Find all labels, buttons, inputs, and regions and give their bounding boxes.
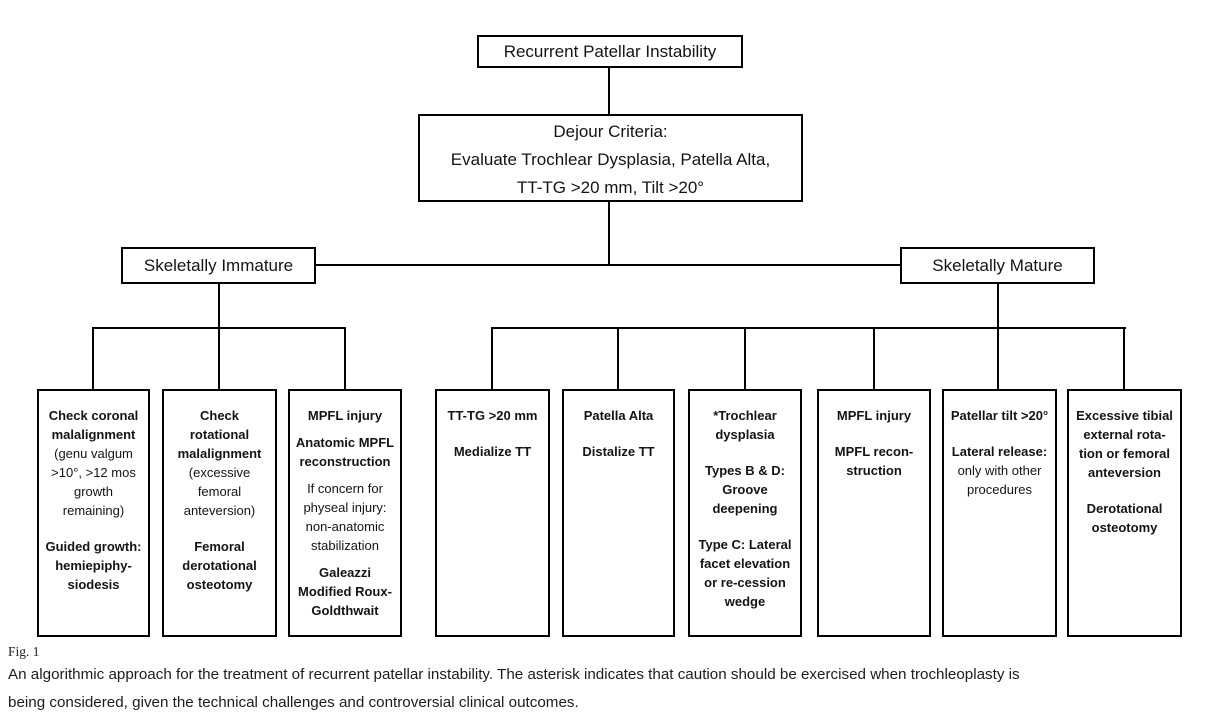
box-title: Check rotational malalignment — [177, 408, 262, 461]
box-treatment: Lateral release: — [951, 444, 1048, 459]
connector-stub-tibial — [1123, 327, 1125, 389]
box-title: Excessive tibial external rota-tion or femoral anteversion — [1076, 408, 1173, 480]
box-title: Check coronal malalignment — [48, 408, 139, 442]
box-treatment: Guided growth: hemiepiphy-siodesis — [45, 539, 142, 592]
box-treatment: Anatomic MPFL reconstruction — [295, 435, 395, 469]
caption-line-1: An algorithmic approach for the treatment of recurrent patellar instability. The asterisk indicates that caution should be exercised when trochleoplasty is — [8, 666, 1020, 683]
criteria-line-2: Evaluate Trochlear Dysplasia, Patella Alta, — [450, 150, 771, 169]
box-title: TT-TG >20 mm — [447, 408, 538, 423]
box-tttg — [435, 389, 550, 637]
box-mpfl-injury-mature — [817, 389, 931, 637]
immature-label: Skeletally Immature — [143, 255, 294, 275]
caption-line-2: being considered, given the technical challenges and controversial clinical outcomes. — [8, 694, 579, 711]
box-alternative: Galeazzi Modified Roux-Goldthwait — [298, 565, 392, 618]
criteria-line-1: Dejour Criteria: — [553, 122, 668, 141]
box-treatment-bd: Types B & D: Groove deepening — [705, 463, 785, 516]
connector-stub-coronal — [92, 327, 94, 389]
box-detail: (genu valgum >10°, >12 mos growth remaining) — [51, 446, 136, 518]
criteria-line-3: TT-TG >20 mm, Tilt >20° — [516, 178, 705, 197]
figure-label: Fig. 1 — [8, 644, 40, 659]
box-treatment: Femoral derotational osteotomy — [182, 539, 257, 592]
connector-branch-horizontal — [316, 264, 900, 266]
connector-immature-rail — [92, 327, 346, 329]
box-treatment: Medialize TT — [453, 444, 532, 459]
box-treatment-c: Type C: Lateral facet elevation or re-cession wedge — [698, 537, 792, 609]
box-detail: only with other procedures — [957, 463, 1042, 497]
connector-criteria-down — [608, 202, 610, 266]
connector-immature-down — [218, 284, 220, 389]
box-tibial-rotation — [1067, 389, 1182, 637]
node-dejour-criteria — [418, 114, 803, 202]
box-coronal-malalignment — [37, 389, 150, 637]
branch-skeletally-immature — [121, 247, 316, 284]
connector-stub-mpfl-mature — [873, 327, 875, 389]
node-recurrent-patellar-instability — [477, 35, 743, 68]
branch-skeletally-mature — [900, 247, 1095, 284]
box-title: MPFL injury — [836, 408, 912, 423]
box-mpfl-injury-immature — [288, 389, 402, 637]
box-detail: (excessive femoral anteversion) — [183, 465, 256, 518]
box-title: *Trochlear dysplasia — [713, 408, 777, 442]
connector-stub-mpfl-immature — [344, 327, 346, 389]
box-treatment: MPFL recon-struction — [834, 444, 914, 478]
box-trochlear-dysplasia — [688, 389, 802, 637]
box-title: Patella Alta — [583, 408, 654, 423]
connector-mature-rail — [491, 327, 1126, 329]
box-treatment: Distalize TT — [582, 444, 655, 459]
box-title: MPFL injury — [307, 408, 383, 423]
connector-stub-trochlear — [744, 327, 746, 389]
connector-stub-patella-alta — [617, 327, 619, 389]
box-caution: If concern for physeal injury: non-anatomic stabilization — [303, 481, 387, 553]
figure-caption — [8, 661, 1218, 717]
box-patella-alta — [562, 389, 675, 637]
connector-root-to-criteria — [608, 68, 610, 115]
connector-stub-tttg — [491, 327, 493, 389]
box-patellar-tilt — [942, 389, 1057, 637]
box-rotational-malalignment — [162, 389, 277, 637]
box-treatment: Derotational osteotomy — [1086, 501, 1163, 535]
mature-label: Skeletally Mature — [932, 255, 1063, 275]
root-label: Recurrent Patellar Instability — [503, 41, 717, 61]
connector-mature-down — [997, 284, 999, 389]
box-title: Patellar tilt >20° — [950, 408, 1049, 423]
